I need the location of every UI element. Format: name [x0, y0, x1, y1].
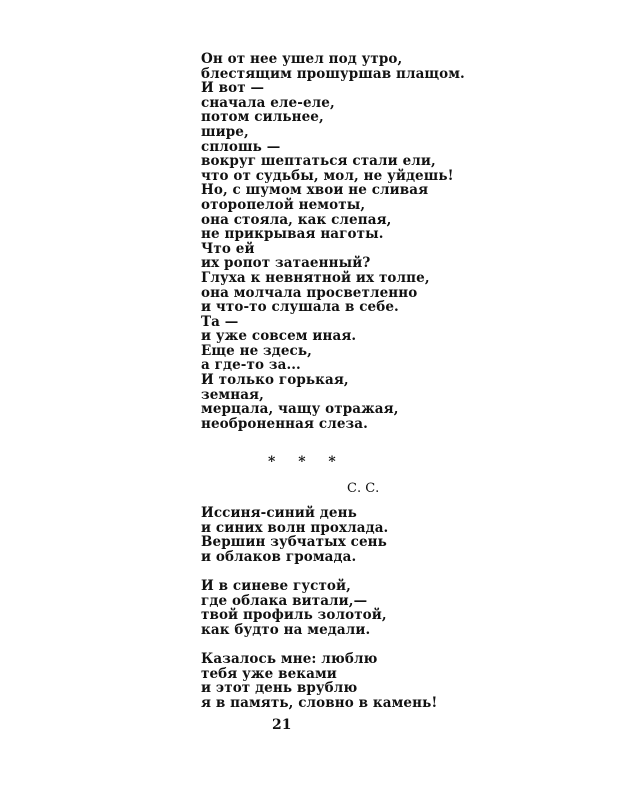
page-number: 21	[272, 717, 292, 733]
poem-line: Глуха к невнятной их толпе,	[201, 269, 430, 286]
stanza	[201, 652, 437, 710]
poem-line: Казалось мне: люблю	[201, 650, 378, 667]
section-separator: * * *	[268, 454, 345, 470]
poem-line: она молчала просветленно	[201, 284, 418, 301]
dedication: С. С.	[347, 481, 380, 496]
poem-line: И в синеве густой,	[201, 577, 351, 594]
poem-line: мерцала, чащу отражая,	[201, 401, 399, 418]
poem-line: Та —	[201, 313, 239, 330]
poem-2	[201, 506, 437, 710]
stanza	[201, 506, 437, 564]
poem-line: тебя уже веками	[201, 665, 337, 682]
poem-line: и этот день врублю	[201, 680, 358, 697]
poem-line: как будто на медали.	[201, 621, 371, 638]
poem-line: и что-то слушала в себе.	[201, 299, 399, 316]
poem-line: И только горькая,	[201, 372, 349, 389]
poem-line: Но, с шумом хвои не сливая	[201, 182, 429, 199]
poem-line: Что ей	[201, 240, 255, 257]
poem-1	[201, 52, 465, 431]
poem-line: и уже совсем иная.	[201, 328, 357, 345]
poem-line: блестящим прошуршав плащом.	[201, 65, 465, 82]
poem-line: не прикрывая наготы.	[201, 226, 384, 243]
poem-line: она стояла, как слепая,	[201, 211, 392, 228]
poem-line: Иссиня-синий день	[201, 505, 357, 521]
poem-line: а где-то за...	[201, 357, 301, 374]
poem-line: твой профиль золотой,	[201, 607, 387, 624]
poem-line: вокруг шептаться стали ели,	[201, 153, 436, 170]
poem-line: их ропот затаенный?	[201, 255, 371, 272]
poem-line: что от судьбы, мол, не уйдешь!	[201, 167, 454, 184]
poem-line: сначала еле-еле,	[201, 94, 335, 111]
poem-line: Он от нее ушел под утро,	[201, 51, 403, 67]
poem-line: где облака витали,—	[201, 592, 368, 609]
poem-line: и облаков громада.	[201, 548, 357, 565]
poem-line: сплошь —	[201, 138, 281, 155]
poem-line: и синих волн прохлада.	[201, 519, 389, 536]
stanza	[201, 579, 437, 637]
poem-line: земная,	[201, 386, 264, 403]
poem-line: Вершин зубчатых сень	[201, 534, 387, 551]
poem-line: я в память, словно в камень!	[201, 694, 438, 711]
poem-line: Еще не здесь,	[201, 342, 312, 359]
poem-line: оторопелой немоты,	[201, 196, 366, 213]
poem-line: необроненная слеза.	[201, 415, 368, 432]
poem-line: потом сильнее,	[201, 109, 324, 126]
poem-line: И вот —	[201, 80, 265, 97]
poem-line: шире,	[201, 123, 249, 140]
